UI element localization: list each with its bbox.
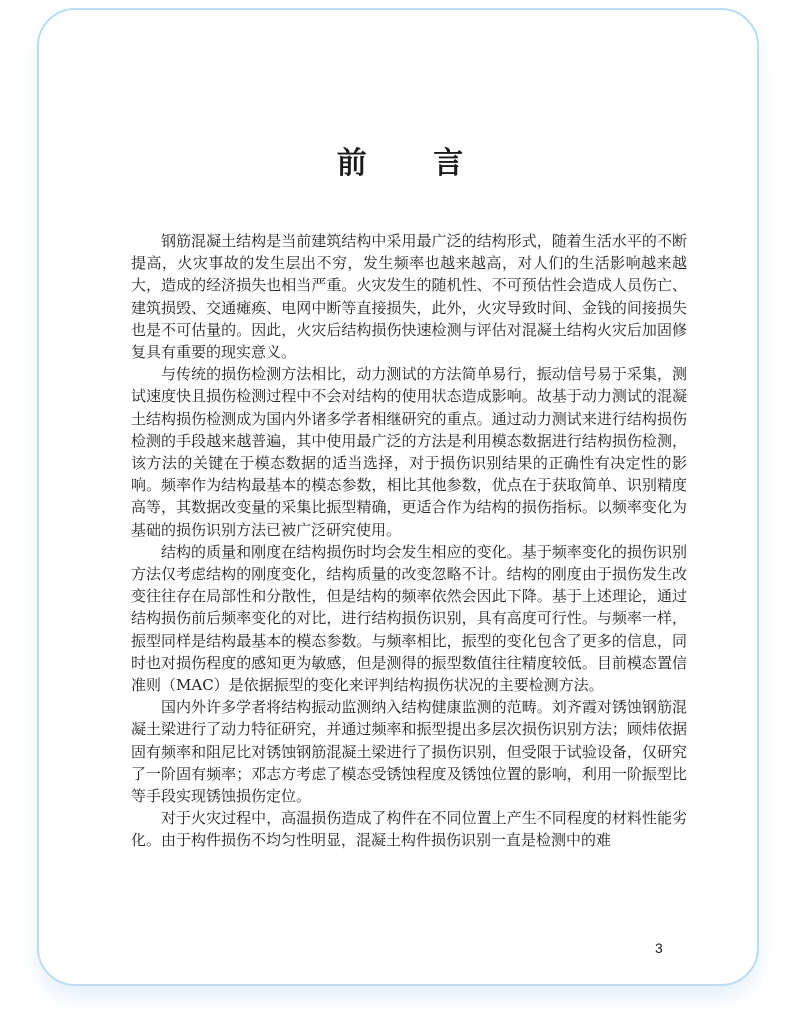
paragraph: 钢筋混凝土结构是当前建筑结构中采用最广泛的结构形式，随着生活水平的不断提高，火灾事故的发生层出不穷，发生频率也越来越高，对人们的生活影响越来越大，造成的经济损失也相当严重。火灾发生的随机性、不可预估性会造成人员伤亡、建筑损毁、交通瘫痪、电网中断等直接损失，此外，火灾导致时间、金钱的间接损失也是不可估量的。因此，火灾后结构损伤快速检测与评估对混凝土结构火灾后加固修复具有重要的现实意义。 (131, 232, 687, 362)
paragraph: 结构的质量和刚度在结构损伤时均会发生相应的变化。基于频率变化的损伤识别方法仅考虑结构的刚度变化，结构质量的改变忽略不计。结构的刚度由于损伤发生改变往往存在局部性和分散性，但是结构的频率依然会因此下降。基于上述理论，通过结构损伤前后频率变化的对比，进行结构损伤识别，具有高度可行性。与频率一样，振型同样是结构最基本的模态参数。与频率相比，振型的变化包含了更多的信息，同时也对损伤程度的感知更为敏感，但是测得的振型数值往往精度较低。目前模态置信准则（MAC）是依据振型的变化来评判结构损伤状况的主要检测方法。 (131, 542, 687, 695)
paragraph: 对于火灾过程中，高温损伤造成了构件在不同位置上产生不同程度的材料性能劣化。由于构件损伤不均匀性明显，混凝土构件损伤识别一直是检测中的难 (131, 809, 687, 850)
paragraph: 国内外许多学者将结构振动监测纳入结构健康监测的范畴。刘齐霞对锈蚀钢筋混凝土梁进行了动力特征研究，并通过频率和振型提出多层次损伤识别方法；顾炜依据固有频率和阻尼比对锈蚀钢筋混凝土梁进行了损伤识别，但受限于试验设备，仅研究了一阶固有频率；邓志方考虑了模态受锈蚀程度及锈蚀位置的影响，利用一阶振型比等手段实现锈蚀损伤定位。 (131, 698, 687, 806)
page-title: 前 言 (336, 146, 492, 181)
body-text (131, 230, 687, 852)
paragraph: 与传统的损伤检测方法相比，动力测试的方法简单易行，振动信号易于采集，测试速度快且损伤检测过程中不会对结构的使用状态造成影响。故基于动力测试的混凝土结构损伤检测成为国内外诸多学者相继研究的重点。通过动力测试来进行结构损伤检测的手段越来越普遍，其中使用最广泛的方法是利用模态数据进行结构损伤检测，该方法的关键在于模态数据的适当选择，对于损伤识别结果的正确性有决定性的影响。频率作为结构最基本的模态参数，相比其他参数，优点在于获取简单、识别精度高等，其数据改变量的采集比振型精确，更适合作为结构的损伤指标。以频率变化为基础的损伤识别方法已被广泛研究使用。 (131, 365, 687, 539)
page-number: 3 (655, 940, 663, 956)
